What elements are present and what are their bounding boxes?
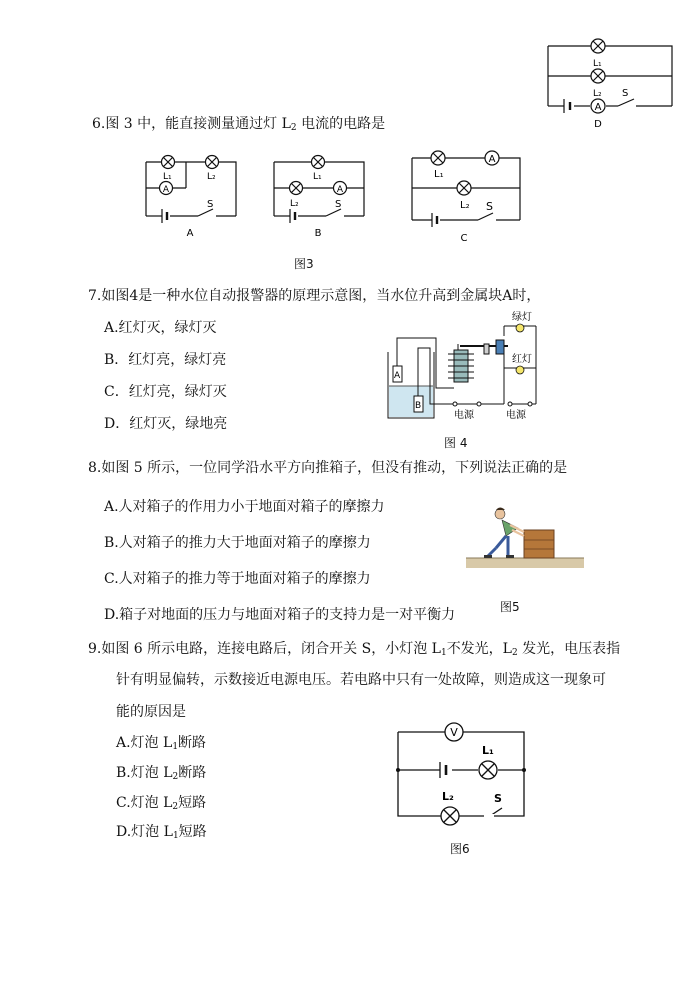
lamp-l1-label: L₁ — [482, 744, 494, 757]
question-7-option-c: C．红灯亮，绿灯灭 — [104, 384, 227, 400]
question-9-option-a: A.灯泡 $L_1$断路 — [116, 735, 207, 752]
question-6-text: 6.图 3 中，能直接测量通过灯 $L_2$ 电流的电路是 — [92, 116, 386, 133]
question-9-option-d: D.灯泡 $L_1$短路 — [116, 824, 207, 841]
ammeter-label: A — [488, 154, 496, 165]
question-9-text-line3: 能的原因是 — [116, 704, 186, 720]
question-7-option-d: D．红灯灭，绿地亮 — [104, 416, 228, 432]
figure-6-circuit — [390, 718, 534, 834]
figure-3-caption: 图3 — [294, 257, 314, 271]
question-7-option-a: A.红灯灭，绿灯灭 — [104, 320, 217, 336]
circuit-c — [404, 146, 530, 246]
lamp-l1-label: L₁ — [593, 59, 602, 69]
lamp-l2-label: L₂ — [290, 199, 299, 209]
circuit-a — [140, 150, 245, 242]
lamp-l2-label: L₂ — [207, 172, 216, 182]
question-9-option-c: C.灯泡 $L_2$短路 — [116, 795, 207, 812]
switch-label: S — [494, 792, 502, 805]
block-a-label: A — [394, 371, 401, 381]
lamp-l2-label: L₂ — [442, 790, 454, 803]
figure-5-push-box — [466, 500, 584, 570]
power-label: 电源 — [506, 410, 526, 421]
question-9-text-line2: 针有明显偏转，示数接近电源电压。若电路中只有一处故障，则造成这一现象可 — [116, 672, 606, 688]
circuit-b — [268, 150, 373, 242]
ammeter-label: A — [162, 185, 170, 195]
figure-5-caption: 图5 — [500, 600, 520, 614]
circuit-d-partial — [540, 36, 680, 132]
lamp-l2-label: L₂ — [593, 89, 602, 99]
figure-4-water-alarm — [384, 308, 554, 426]
block-b-label: B — [415, 401, 422, 411]
switch-label: S — [207, 199, 214, 210]
circuit-caption: B — [314, 228, 322, 239]
ammeter-label: A — [594, 102, 602, 113]
figure-6-caption: 图6 — [450, 842, 470, 856]
figure-4-caption: 图 4 — [444, 436, 468, 450]
question-7-text: 7.如图4是一种水位自动报警器的原理示意图，当水位升高到金属块A时， — [88, 288, 541, 304]
lamp-l1-label: L₁ — [163, 172, 172, 182]
question-8-option-b: B.人对箱子的推力大于地面对箱子的摩擦力 — [104, 535, 371, 551]
question-8-text: 8.如图 5 所示，一位同学沿水平方向推箱子，但没有推动，下列说法正确的是 — [88, 460, 568, 476]
circuit-caption: A — [186, 228, 194, 239]
voltmeter-label: V — [450, 726, 458, 739]
question-8-option-a: A.人对箱子的作用力小于地面对箱子的摩擦力 — [104, 499, 385, 515]
question-8-option-c: C.人对箱子的推力等于地面对箱子的摩擦力 — [104, 571, 371, 587]
ammeter-label: A — [336, 185, 344, 195]
green-lamp-label: 绿灯 — [512, 312, 532, 323]
question-7-option-b: B．红灯亮，绿灯亮 — [104, 352, 227, 368]
red-lamp-label: 红灯 — [512, 354, 532, 365]
question-9-text-line1: 9.如图 6 所示电路，连接电路后，闭合开关 S，小灯泡 $L_1$不发光，$L_2$ 发光，电压表指 — [88, 641, 621, 658]
lamp-l1-label: L₁ — [313, 172, 322, 182]
switch-label: S — [622, 88, 629, 99]
circuit-caption: D — [594, 119, 602, 130]
power-label: 电源 — [454, 410, 474, 421]
lamp-l2-label: L₂ — [460, 200, 470, 211]
switch-label: S — [486, 200, 493, 213]
question-8-option-d: D.箱子对地面的压力与地面对箱子的支持力是一对平衡力 — [104, 607, 456, 623]
switch-label: S — [335, 199, 342, 210]
question-9-option-b: B.灯泡 $L_2$断路 — [116, 765, 207, 782]
lamp-l1-label: L₁ — [434, 169, 444, 180]
circuit-caption: C — [460, 233, 468, 244]
